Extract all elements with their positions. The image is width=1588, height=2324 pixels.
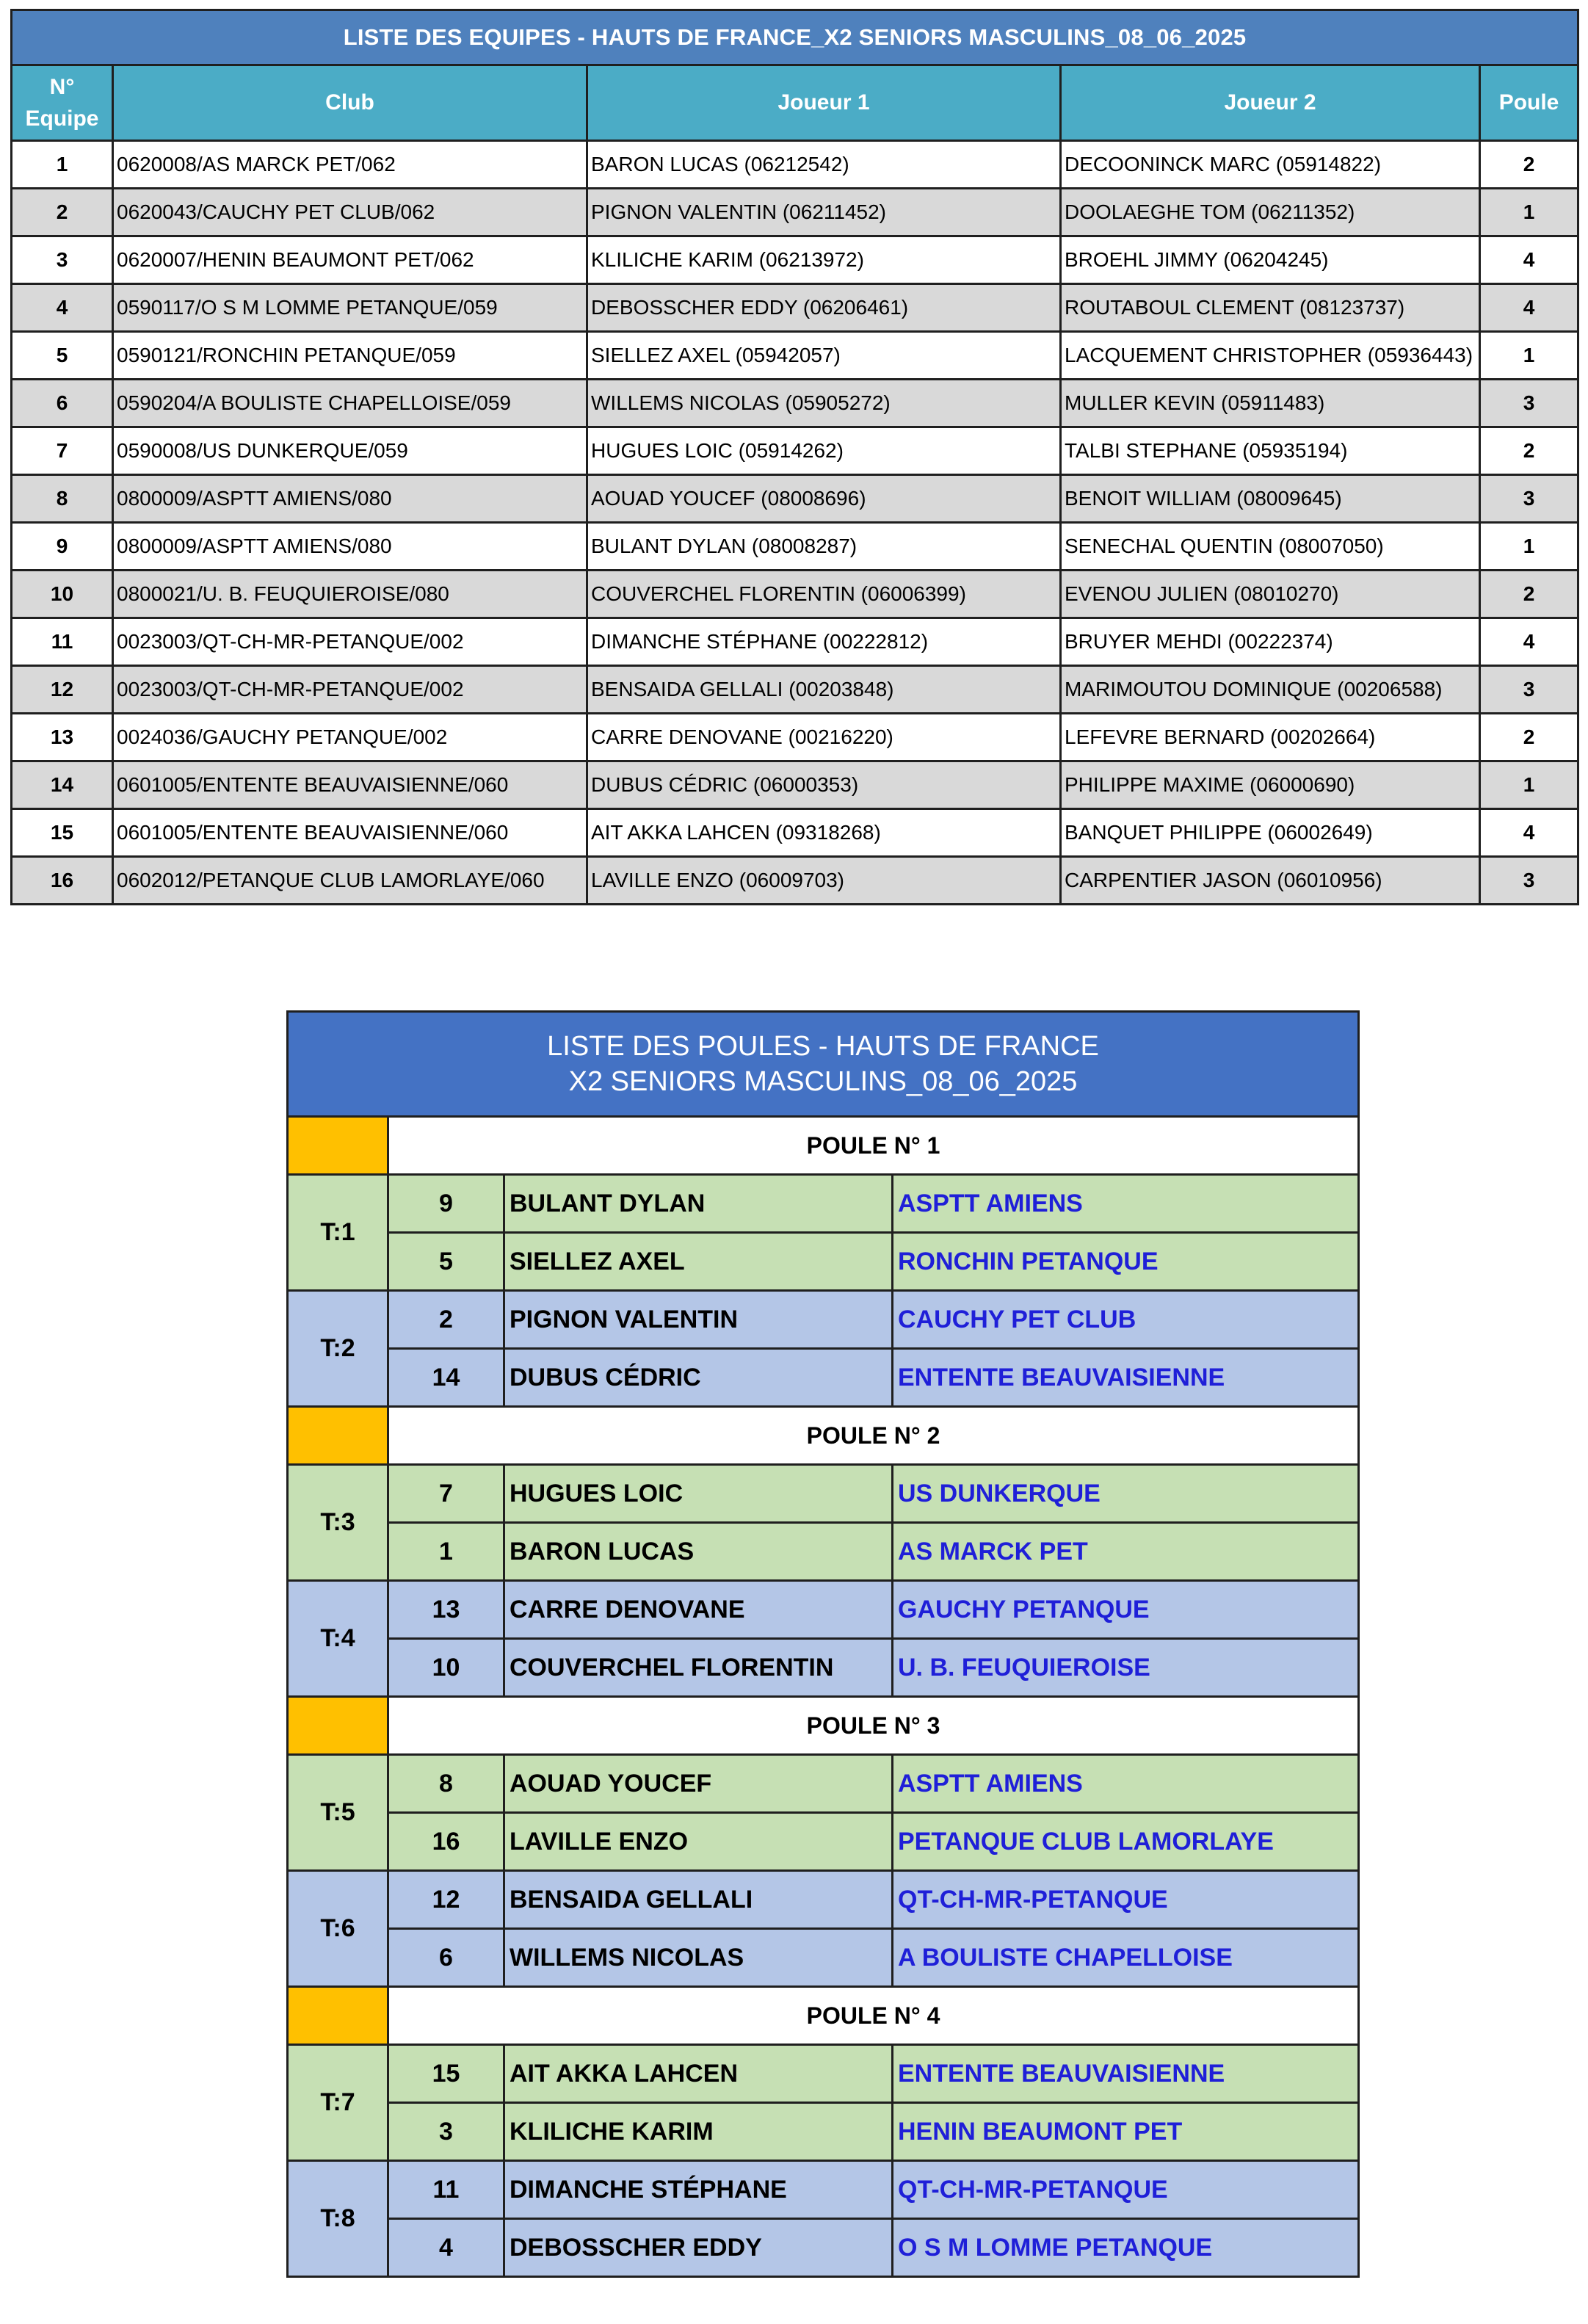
team-poule: 4 <box>1480 236 1578 284</box>
header-poule: Poule <box>1480 65 1578 141</box>
pool-entry-row <box>288 1813 1359 1871</box>
team-number: 4 <box>12 284 113 332</box>
match-label: T:4 <box>288 1581 388 1697</box>
pool-header-row <box>288 1117 1359 1175</box>
team-player1: BENSAIDA GELLALI (00203848) <box>587 666 1061 714</box>
team-player2: BROEHL JIMMY (06204245) <box>1061 236 1480 284</box>
teams-table-title: LISTE DES EQUIPES - HAUTS DE FRANCE_X2 SENIORS MASCULINS_08_06_2025 <box>12 10 1578 65</box>
pool-entry-row <box>288 1755 1359 1813</box>
table-row <box>12 618 1578 666</box>
team-club: 0620008/AS MARCK PET/062 <box>113 141 587 189</box>
team-player2: LEFEVRE BERNARD (00202664) <box>1061 714 1480 761</box>
table-row <box>12 523 1578 571</box>
team-player1: AOUAD YOUCEF (08008696) <box>587 475 1061 523</box>
table-row <box>12 666 1578 714</box>
team-number: 14 <box>12 761 113 809</box>
team-player1: SIELLEZ AXEL (05942057) <box>587 332 1061 380</box>
team-player2: LACQUEMENT CHRISTOPHER (05936443) <box>1061 332 1480 380</box>
entry-number: 12 <box>388 1871 504 1929</box>
team-player1: BARON LUCAS (06212542) <box>587 141 1061 189</box>
match-label: T:1 <box>288 1175 388 1291</box>
team-player1: BULANT DYLAN (08008287) <box>587 523 1061 571</box>
entry-club: U. B. FEUQUIEROISE <box>893 1639 1359 1697</box>
entry-player: KLILICHE KARIM <box>504 2103 893 2161</box>
entry-number: 16 <box>388 1813 504 1871</box>
team-club: 0590121/RONCHIN PETANQUE/059 <box>113 332 587 380</box>
team-poule: 3 <box>1480 857 1578 905</box>
match-label: T:2 <box>288 1291 388 1407</box>
header-player2: Joueur 2 <box>1061 65 1480 141</box>
team-player2: MULLER KEVIN (05911483) <box>1061 380 1480 427</box>
team-number: 6 <box>12 380 113 427</box>
table-row <box>12 141 1578 189</box>
entry-club: US DUNKERQUE <box>893 1465 1359 1523</box>
table-row <box>12 714 1578 761</box>
team-poule: 2 <box>1480 427 1578 475</box>
pool-entry-row <box>288 1581 1359 1639</box>
entry-club: PETANQUE CLUB LAMORLAYE <box>893 1813 1359 1871</box>
team-club: 0023003/QT-CH-MR-PETANQUE/002 <box>113 666 587 714</box>
team-club: 0601005/ENTENTE BEAUVAISIENNE/060 <box>113 809 587 857</box>
pool-entry-row <box>288 1929 1359 1987</box>
teams-table <box>10 9 1579 905</box>
entry-player: HUGUES LOIC <box>504 1465 893 1523</box>
team-number: 1 <box>12 141 113 189</box>
team-player2: BENOIT WILLIAM (08009645) <box>1061 475 1480 523</box>
pool-marker <box>288 1697 388 1755</box>
team-player1: DUBUS CÉDRIC (06000353) <box>587 761 1061 809</box>
team-player2: CARPENTIER JASON (06010956) <box>1061 857 1480 905</box>
team-number: 15 <box>12 809 113 857</box>
team-poule: 1 <box>1480 523 1578 571</box>
entry-number: 15 <box>388 2045 504 2103</box>
pool-entry-row <box>288 2045 1359 2103</box>
pool-entry-row <box>288 1233 1359 1291</box>
entry-club: CAUCHY PET CLUB <box>893 1291 1359 1349</box>
table-row <box>12 189 1578 236</box>
team-number: 12 <box>12 666 113 714</box>
team-player2: TALBI STEPHANE (05935194) <box>1061 427 1480 475</box>
entry-club: RONCHIN PETANQUE <box>893 1233 1359 1291</box>
team-player1: PIGNON VALENTIN (06211452) <box>587 189 1061 236</box>
pool-header-row <box>288 1407 1359 1465</box>
team-club: 0023003/QT-CH-MR-PETANQUE/002 <box>113 618 587 666</box>
table-row <box>12 571 1578 618</box>
pool-entry-row <box>288 1349 1359 1407</box>
pool-label: POULE N° 1 <box>388 1117 1359 1175</box>
entry-player: BENSAIDA GELLALI <box>504 1871 893 1929</box>
team-number: 8 <box>12 475 113 523</box>
team-player2: ROUTABOUL CLEMENT (08123737) <box>1061 284 1480 332</box>
entry-club: A BOULISTE CHAPELLOISE <box>893 1929 1359 1987</box>
header-player1: Joueur 1 <box>587 65 1061 141</box>
header-num-line2: Equipe <box>25 106 99 131</box>
team-player2: SENECHAL QUENTIN (08007050) <box>1061 523 1480 571</box>
entry-number: 14 <box>388 1349 504 1407</box>
entry-number: 1 <box>388 1523 504 1581</box>
pools-title-line2: X2 SENIORS MASCULINS_08_06_2025 <box>568 1066 1078 1097</box>
team-player2: BRUYER MEHDI (00222374) <box>1061 618 1480 666</box>
team-number: 2 <box>12 189 113 236</box>
team-club: 0800021/U. B. FEUQUIEROISE/080 <box>113 571 587 618</box>
entry-number: 13 <box>388 1581 504 1639</box>
team-poule: 3 <box>1480 666 1578 714</box>
team-club: 0620007/HENIN BEAUMONT PET/062 <box>113 236 587 284</box>
team-club: 0800009/ASPTT AMIENS/080 <box>113 475 587 523</box>
header-num-line1: N° <box>49 74 75 99</box>
pool-label: POULE N° 4 <box>388 1987 1359 2045</box>
team-player1: HUGUES LOIC (05914262) <box>587 427 1061 475</box>
teams-table-body <box>12 141 1578 905</box>
table-row <box>12 427 1578 475</box>
team-number: 10 <box>12 571 113 618</box>
entry-club: QT-CH-MR-PETANQUE <box>893 1871 1359 1929</box>
team-club: 0800009/ASPTT AMIENS/080 <box>113 523 587 571</box>
team-club: 0620043/CAUCHY PET CLUB/062 <box>113 189 587 236</box>
entry-number: 7 <box>388 1465 504 1523</box>
team-club: 0024036/GAUCHY PETANQUE/002 <box>113 714 587 761</box>
pool-entry-row <box>288 2219 1359 2277</box>
entry-number: 4 <box>388 2219 504 2277</box>
entry-number: 8 <box>388 1755 504 1813</box>
pool-entry-row <box>288 1291 1359 1349</box>
entry-club: ENTENTE BEAUVAISIENNE <box>893 2045 1359 2103</box>
team-number: 16 <box>12 857 113 905</box>
entry-player: DUBUS CÉDRIC <box>504 1349 893 1407</box>
pool-label: POULE N° 3 <box>388 1697 1359 1755</box>
match-label: T:5 <box>288 1755 388 1871</box>
entry-number: 11 <box>388 2161 504 2219</box>
entry-number: 3 <box>388 2103 504 2161</box>
team-club: 0590117/O S M LOMME PETANQUE/059 <box>113 284 587 332</box>
pool-entry-row <box>288 2161 1359 2219</box>
team-poule: 4 <box>1480 618 1578 666</box>
team-player1: KLILICHE KARIM (06213972) <box>587 236 1061 284</box>
match-label: T:6 <box>288 1871 388 1987</box>
entry-player: AIT AKKA LAHCEN <box>504 2045 893 2103</box>
teams-table-header <box>12 65 1578 141</box>
entry-club: QT-CH-MR-PETANQUE <box>893 2161 1359 2219</box>
entry-number: 10 <box>388 1639 504 1697</box>
team-poule: 4 <box>1480 284 1578 332</box>
entry-player: PIGNON VALENTIN <box>504 1291 893 1349</box>
team-number: 7 <box>12 427 113 475</box>
pools-table-body <box>288 1117 1359 2277</box>
entry-club: ASPTT AMIENS <box>893 1755 1359 1813</box>
team-player2: BANQUET PHILIPPE (06002649) <box>1061 809 1480 857</box>
entry-club: ASPTT AMIENS <box>893 1175 1359 1233</box>
team-player2: PHILIPPE MAXIME (06000690) <box>1061 761 1480 809</box>
header-num <box>12 65 113 141</box>
entry-number: 5 <box>388 1233 504 1291</box>
team-number: 3 <box>12 236 113 284</box>
table-row <box>12 284 1578 332</box>
pool-entry-row <box>288 2103 1359 2161</box>
pool-entry-row <box>288 1175 1359 1233</box>
entry-player: DEBOSSCHER EDDY <box>504 2219 893 2277</box>
team-poule: 1 <box>1480 332 1578 380</box>
team-poule: 3 <box>1480 475 1578 523</box>
entry-player: AOUAD YOUCEF <box>504 1755 893 1813</box>
table-row <box>12 809 1578 857</box>
pool-marker <box>288 1987 388 2045</box>
entry-player: LAVILLE ENZO <box>504 1813 893 1871</box>
pool-marker <box>288 1117 388 1175</box>
team-player1: COUVERCHEL FLORENTIN (06006399) <box>587 571 1061 618</box>
team-club: 0590204/A BOULISTE CHAPELLOISE/059 <box>113 380 587 427</box>
team-poule: 1 <box>1480 189 1578 236</box>
entry-club: O S M LOMME PETANQUE <box>893 2219 1359 2277</box>
entry-number: 9 <box>388 1175 504 1233</box>
team-club: 0590008/US DUNKERQUE/059 <box>113 427 587 475</box>
pool-header-row <box>288 1987 1359 2045</box>
entry-player: SIELLEZ AXEL <box>504 1233 893 1291</box>
pools-table <box>286 1010 1360 2278</box>
header-club: Club <box>113 65 587 141</box>
team-poule: 4 <box>1480 809 1578 857</box>
team-player1: AIT AKKA LAHCEN (09318268) <box>587 809 1061 857</box>
pool-entry-row <box>288 1639 1359 1697</box>
entry-player: CARRE DENOVANE <box>504 1581 893 1639</box>
team-player2: DECOONINCK MARC (05914822) <box>1061 141 1480 189</box>
team-player1: WILLEMS NICOLAS (05905272) <box>587 380 1061 427</box>
pool-header-row <box>288 1697 1359 1755</box>
entry-number: 6 <box>388 1929 504 1987</box>
team-player2: DOOLAEGHE TOM (06211352) <box>1061 189 1480 236</box>
match-label: T:7 <box>288 2045 388 2161</box>
team-player1: DEBOSSCHER EDDY (06206461) <box>587 284 1061 332</box>
team-player1: DIMANCHE STÉPHANE (00222812) <box>587 618 1061 666</box>
entry-club: ENTENTE BEAUVAISIENNE <box>893 1349 1359 1407</box>
team-club: 0601005/ENTENTE BEAUVAISIENNE/060 <box>113 761 587 809</box>
pool-marker <box>288 1407 388 1465</box>
entry-club: AS MARCK PET <box>893 1523 1359 1581</box>
team-player2: EVENOU JULIEN (08010270) <box>1061 571 1480 618</box>
entry-player: DIMANCHE STÉPHANE <box>504 2161 893 2219</box>
team-player1: CARRE DENOVANE (00216220) <box>587 714 1061 761</box>
team-player1: LAVILLE ENZO (06009703) <box>587 857 1061 905</box>
match-label: T:8 <box>288 2161 388 2277</box>
pools-table-title <box>288 1012 1359 1117</box>
entry-player: BULANT DYLAN <box>504 1175 893 1233</box>
pool-entry-row <box>288 1871 1359 1929</box>
entry-player: WILLEMS NICOLAS <box>504 1929 893 1987</box>
table-row <box>12 475 1578 523</box>
entry-number: 2 <box>388 1291 504 1349</box>
team-poule: 2 <box>1480 141 1578 189</box>
pool-entry-row <box>288 1523 1359 1581</box>
entry-player: COUVERCHEL FLORENTIN <box>504 1639 893 1697</box>
team-poule: 2 <box>1480 571 1578 618</box>
entry-club: GAUCHY PETANQUE <box>893 1581 1359 1639</box>
table-row <box>12 857 1578 905</box>
table-row <box>12 332 1578 380</box>
team-number: 5 <box>12 332 113 380</box>
team-number: 11 <box>12 618 113 666</box>
table-row <box>12 380 1578 427</box>
pool-entry-row <box>288 1465 1359 1523</box>
pools-title-line1: LISTE DES POULES - HAUTS DE FRANCE <box>547 1031 1099 1062</box>
team-poule: 2 <box>1480 714 1578 761</box>
team-number: 13 <box>12 714 113 761</box>
team-poule: 1 <box>1480 761 1578 809</box>
match-label: T:3 <box>288 1465 388 1581</box>
team-poule: 3 <box>1480 380 1578 427</box>
team-player2: MARIMOUTOU DOMINIQUE (00206588) <box>1061 666 1480 714</box>
team-number: 9 <box>12 523 113 571</box>
pool-label: POULE N° 2 <box>388 1407 1359 1465</box>
entry-player: BARON LUCAS <box>504 1523 893 1581</box>
table-row <box>12 761 1578 809</box>
table-row <box>12 236 1578 284</box>
entry-club: HENIN BEAUMONT PET <box>893 2103 1359 2161</box>
team-club: 0602012/PETANQUE CLUB LAMORLAYE/060 <box>113 857 587 905</box>
